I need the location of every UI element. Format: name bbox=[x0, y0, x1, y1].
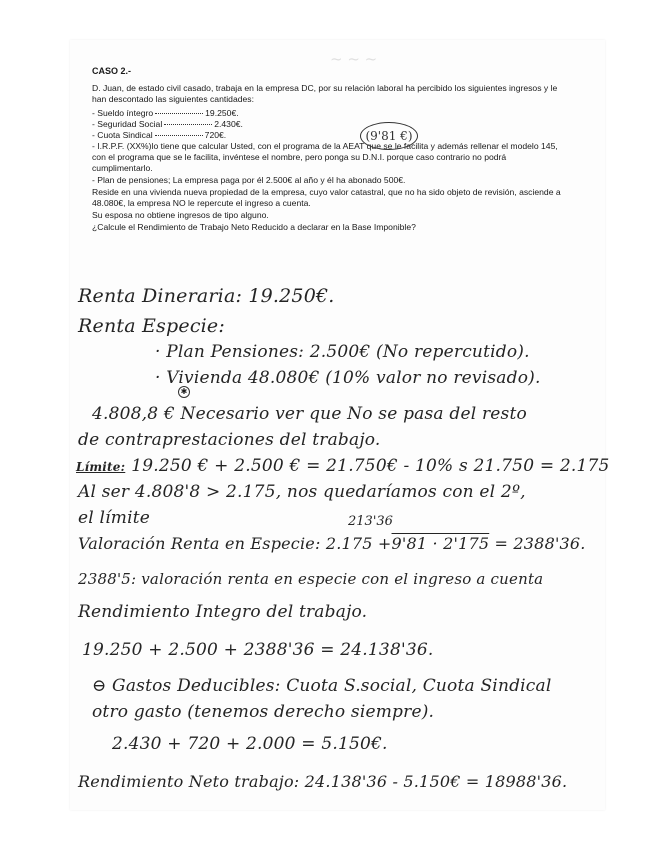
extra-line: Reside en una vivienda nueva propiedad de la empresa, cuyo valor catastral, que no ha sido objeto de revisión, asciende a 48.080€, la empresa NO le repercute el ingreso a cuenta. bbox=[92, 187, 561, 208]
question-line: ¿Calcule el Rendimiento de Trabajo Neto Reducido a declarar en la Base Imponible? bbox=[92, 222, 416, 232]
hw-line: 2388'5: valoración renta en especie con el ingreso a cuenta bbox=[78, 570, 544, 588]
printed-statement bbox=[92, 66, 567, 234]
hw-superscript: 213'36 bbox=[348, 514, 393, 529]
hw-line: Rendimiento Neto trabajo: 24.138'36 - 5.150€ = 18988'36. bbox=[78, 772, 568, 791]
hw-line: Renta Dineraria: 19.250€. bbox=[78, 285, 335, 307]
list-item: - Seguridad Social 2.430€. bbox=[92, 119, 243, 129]
list-item: - Sueldo íntegro 19.250€. bbox=[92, 108, 239, 118]
limite-label: Límite: bbox=[76, 460, 126, 474]
hw-line: 19.250 + 2.500 + 2388'36 = 24.138'36. bbox=[82, 640, 434, 660]
hw-line: Renta Especie: bbox=[78, 315, 225, 337]
income-list bbox=[92, 108, 567, 174]
hw-line: · Plan Pensiones: 2.500€ (No repercutido). bbox=[155, 342, 530, 362]
intro-paragraph: D. Juan, de estado civil casado, trabaja en la empresa DC, por su relación laboral ha percibido los siguientes ingresos y le han descontado las siguientes cantidades: bbox=[92, 83, 558, 104]
hw-line: ⊖ Gastos Deducibles: Cuota S.social, Cuota Sindical bbox=[92, 676, 552, 696]
hw-line: · Vivienda 48.080€ (10% valor no revisado). bbox=[155, 368, 541, 388]
document-page bbox=[70, 40, 610, 810]
hw-line: Rendimiento Integro del trabajo. bbox=[78, 602, 368, 622]
bleed-through-text: ~ ~ ~ bbox=[330, 50, 378, 68]
case-title: CASO 2.- bbox=[92, 66, 132, 76]
hw-line: Al ser 4.808'8 > 2.175, nos quedaríamos con el 2º, bbox=[78, 482, 526, 502]
extra-line: Su esposa no obtiene ingresos de tipo alguno. bbox=[92, 210, 269, 220]
hw-line: Valoración Renta en Especie: 2.175 +9'81 · 2'175 = 2388'36. bbox=[78, 534, 586, 553]
star-mark-icon: ✱ bbox=[178, 386, 190, 398]
extra-line: - Plan de pensiones; La empresa paga por él 2.500€ al año y él ha abonado 500€. bbox=[92, 175, 406, 185]
hw-line: 4.808,8 € Necesario ver que No se pasa del resto bbox=[92, 404, 527, 424]
hw-line: el límite bbox=[78, 508, 151, 528]
hw-line: 2.430 + 720 + 2.000 = 5.150€. bbox=[112, 734, 388, 754]
handwritten-oval-note: (9'81 €) bbox=[360, 122, 418, 150]
hw-line: de contraprestaciones del trabajo. bbox=[78, 430, 381, 450]
hw-line: Límite: 19.250 € + 2.500 € = 21.750€ - 10% s 21.750 = 2.175 bbox=[76, 456, 610, 476]
list-item: - Cuota Sindical 720€. bbox=[92, 130, 227, 140]
hw-line: otro gasto (tenemos derecho siempre). bbox=[92, 702, 435, 722]
list-item: - I.R.P.F. (XX%)lo tiene que calcular Usted, con el programa de la AEAT que se le facilita y además rellenar el modelo 145, con el programa que se le facilita, invéntese el nombre, pero ponga su D.N.I. porque caso contrario no podrá cumplimentarlo. bbox=[92, 141, 558, 173]
